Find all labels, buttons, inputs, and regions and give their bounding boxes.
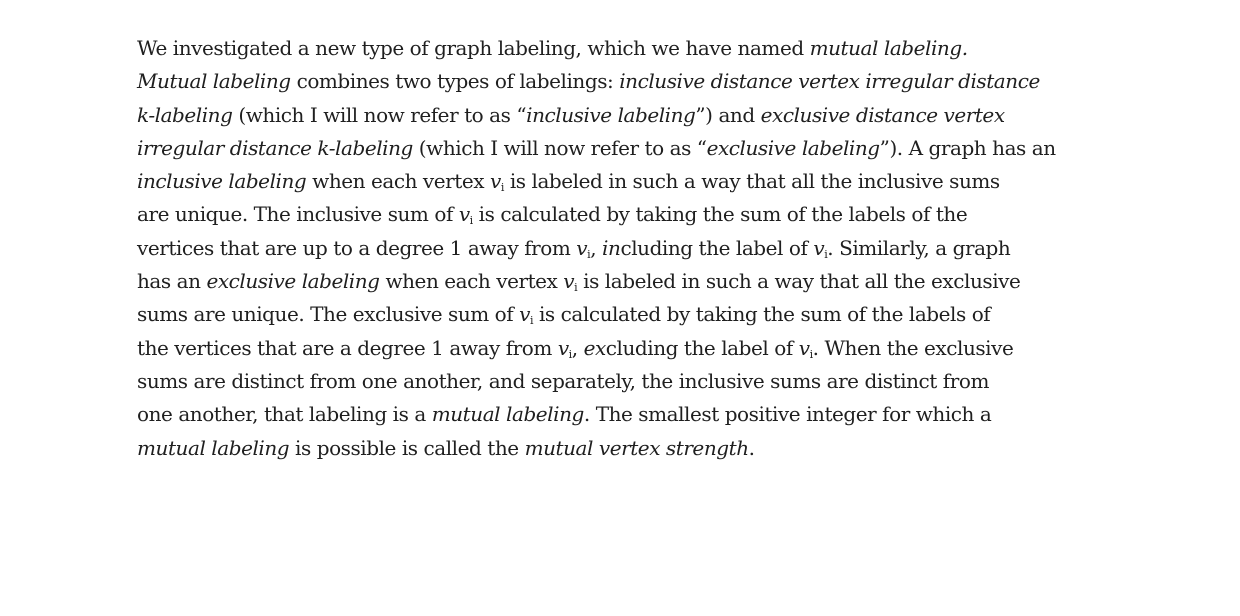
text-segment: combines two types of labelings: xyxy=(290,69,620,94)
text-line xyxy=(137,65,1117,98)
text-segment: cluding the label of xyxy=(620,235,814,260)
text-segment: vertices that are up to a degree 1 away from xyxy=(137,235,577,260)
italic-text: in xyxy=(602,235,621,260)
italic-text: mutual labeling. xyxy=(809,36,968,60)
text-line xyxy=(137,265,1117,298)
text-segment: (which I will now refer to as “ xyxy=(232,102,527,127)
subscript-text: i xyxy=(530,314,534,328)
text-segment: is calculated by taking the sum of the labels of the xyxy=(472,202,968,227)
abstract-paragraph xyxy=(137,32,1117,465)
text-segment: is possible is called the xyxy=(289,435,525,460)
text-line xyxy=(137,32,1117,65)
text-segment: (which I will now refer to as “ xyxy=(412,135,707,160)
text-line xyxy=(137,99,1117,132)
text-segment: has an xyxy=(137,269,207,294)
text-segment: are unique. The inclusive sum of xyxy=(137,202,459,227)
text-segment: is labeled in such a way that all the inclusive sums xyxy=(503,169,1000,194)
subscript-text: i xyxy=(809,347,813,361)
subscript-text: i xyxy=(587,247,591,261)
text-line xyxy=(137,132,1117,165)
text-line xyxy=(137,398,1117,431)
text-line xyxy=(137,165,1117,198)
text-segment: We investigated a new type of graph labeling, which we have named xyxy=(137,36,810,60)
text-segment: the vertices that are a degree 1 away from xyxy=(137,335,558,360)
italic-text: v xyxy=(563,269,575,294)
text-segment: , xyxy=(571,335,584,360)
text-segment: ”). A graph has an xyxy=(879,135,1056,160)
subscript-text: i xyxy=(568,347,572,361)
subscript-text: i xyxy=(500,181,504,195)
italic-text: v xyxy=(458,202,470,227)
text-segment: one another, that labeling is a xyxy=(137,402,432,427)
text-segment: is labeled in such a way that all the exclusive xyxy=(577,269,1021,294)
italic-text: inclusive labeling xyxy=(526,102,696,127)
text-segment: . The smallest positive integer for which a xyxy=(583,402,992,427)
text-segment: when each vertex xyxy=(379,269,564,294)
subscript-text: i xyxy=(824,247,828,261)
italic-text: mutual vertex strength xyxy=(524,435,749,460)
text-segment: is calculated by taking the sum of the labels of xyxy=(533,302,991,327)
text-line xyxy=(137,432,1117,465)
text-segment: . xyxy=(748,435,755,460)
text-segment: . When the exclusive xyxy=(812,335,1014,360)
italic-text: ex xyxy=(583,335,606,360)
text-segment: when each vertex xyxy=(306,169,490,194)
italic-text: inclusive distance vertex irregular distance xyxy=(619,69,1040,94)
italic-text: v xyxy=(519,302,530,327)
subscript-text: i xyxy=(469,214,473,228)
italic-text: irregular distance k-labeling xyxy=(137,135,413,160)
text-line xyxy=(137,365,1117,398)
italic-text: exclusive labeling xyxy=(706,135,880,160)
text-line xyxy=(137,198,1117,231)
text-segment: . Similarly, a graph xyxy=(827,235,1011,260)
italic-text: inclusive labeling xyxy=(137,169,307,194)
italic-text: mutual labeling xyxy=(137,435,290,460)
italic-text: v xyxy=(557,335,569,360)
italic-text: k-labeling xyxy=(137,102,233,127)
italic-text: exclusive labeling xyxy=(206,269,380,294)
text-segment: sums are unique. The exclusive sum of xyxy=(137,302,520,327)
text-segment: , xyxy=(590,235,603,260)
text-line xyxy=(137,232,1117,265)
text-segment: sums are distinct from one another, and separately, the inclusive sums are distinct from xyxy=(137,368,989,393)
italic-text: exclusive distance vertex xyxy=(760,102,1005,127)
subscript-text: i xyxy=(574,281,578,295)
italic-text: v xyxy=(490,169,501,194)
italic-text: v xyxy=(813,235,825,260)
italic-text: mutual labeling xyxy=(431,402,584,427)
italic-text: Mutual labeling xyxy=(137,69,291,94)
text-line xyxy=(137,298,1117,331)
italic-text: v xyxy=(798,335,810,360)
italic-text: v xyxy=(576,235,588,260)
text-line xyxy=(137,332,1117,365)
text-segment: cluding the label of xyxy=(605,335,799,360)
text-segment: ”) and xyxy=(695,102,761,127)
